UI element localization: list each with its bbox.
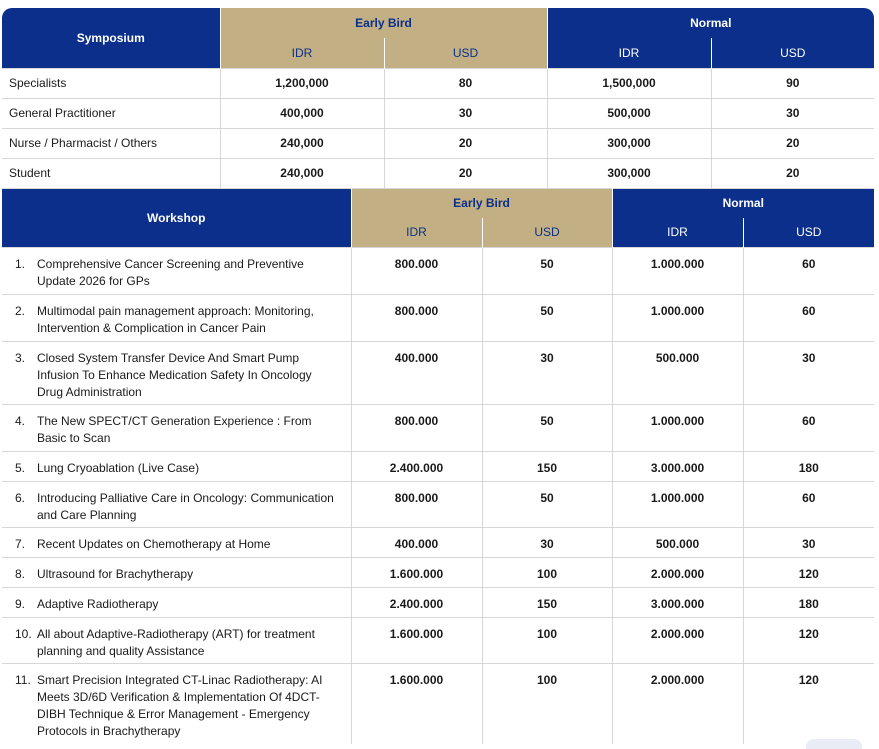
pricing-tables: [2, 8, 874, 744]
workshop-number: 5.: [15, 461, 26, 475]
symposium-row: [2, 158, 874, 188]
workshop-eb-idr-cell: 2.400.000: [351, 452, 482, 482]
symposium-eb-idr-header: IDR: [220, 38, 384, 68]
workshop-row: [2, 618, 874, 664]
workshop-eb-idr-cell: 800.000: [351, 248, 482, 295]
workshop-header: Workshop: [2, 189, 351, 248]
workshop-number: 10.: [15, 627, 32, 641]
workshop-normal-idr-cell: 1.000.000: [612, 482, 743, 528]
workshop-title: Smart Precision Integrated CT-Linac Radiotherapy: AI Meets 3D/6D Verification & Implementation Of 4DCT-DIBH Technique & Error Management - Emergency Protocols in Brachytherapy: [37, 673, 323, 738]
workshop-number: 7.: [15, 537, 26, 551]
symposium-normal-usd-cell: 20: [711, 158, 874, 188]
workshop-title: Multimodal pain management approach: Monitoring, Intervention & Complication in Cancer Pain: [37, 304, 314, 335]
workshop-title-cell: [2, 588, 351, 618]
workshop-title: Adaptive Radiotherapy: [37, 597, 159, 611]
workshop-title: Closed System Transfer Device And Smart Pump Infusion To Enhance Medication Safety In Oncology Drug Administration: [37, 351, 312, 399]
workshop-title: Comprehensive Cancer Screening and Preventive Update 2026 for GPs: [37, 257, 304, 288]
workshop-normal-usd-cell: 60: [743, 295, 874, 342]
workshop-eb-usd-header: USD: [482, 218, 612, 248]
workshop-eb-idr-cell: 1.600.000: [351, 558, 482, 588]
symposium-normal-idr-cell: 300,000: [547, 158, 711, 188]
workshop-eb-usd-cell: 100: [482, 618, 612, 664]
workshop-normal-idr-cell: 2.000.000: [612, 664, 743, 744]
workshop-normal-usd-cell: 60: [743, 482, 874, 528]
workshop-title-cell: [2, 528, 351, 558]
workshop-normal-usd-cell: 180: [743, 452, 874, 482]
symposium-eb-usd-cell: 20: [384, 128, 547, 158]
workshop-eb-usd-cell: 50: [482, 295, 612, 342]
workshop-row: [2, 342, 874, 405]
symposium-row: [2, 98, 874, 128]
workshop-normal-usd-header: USD: [743, 218, 874, 248]
symposium-early-bird-header: Early Bird: [220, 8, 547, 38]
workshop-eb-idr-cell: 400.000: [351, 342, 482, 405]
symposium-eb-usd-cell: 20: [384, 158, 547, 188]
workshop-normal-idr-cell: 3.000.000: [612, 588, 743, 618]
workshop-eb-usd-cell: 30: [482, 342, 612, 405]
workshop-eb-usd-cell: 50: [482, 248, 612, 295]
symposium-header: Symposium: [2, 8, 220, 68]
workshop-normal-idr-cell: 1.000.000: [612, 295, 743, 342]
workshop-title-cell: [2, 295, 351, 342]
workshop-eb-usd-cell: 30: [482, 528, 612, 558]
symposium-normal-usd-cell: 90: [711, 68, 874, 98]
symposium-eb-idr-cell: 240,000: [220, 128, 384, 158]
workshop-normal-usd-cell: 30: [743, 342, 874, 405]
workshop-eb-usd-cell: 150: [482, 588, 612, 618]
workshop-title: Ultrasound for Brachytherapy: [37, 567, 194, 581]
workshop-number: 6.: [15, 491, 26, 505]
workshop-table: [2, 188, 874, 744]
symposium-eb-idr-cell: 1,200,000: [220, 68, 384, 98]
workshop-normal-usd-cell: 120: [743, 558, 874, 588]
workshop-title-cell: [2, 664, 351, 744]
workshop-normal-idr-cell: 500.000: [612, 528, 743, 558]
workshop-title-cell: [2, 482, 351, 528]
workshop-eb-idr-header: IDR: [351, 218, 482, 248]
symposium-eb-idr-cell: 400,000: [220, 98, 384, 128]
workshop-normal-usd-cell: 60: [743, 405, 874, 452]
workshop-title-cell: [2, 558, 351, 588]
symposium-eb-idr-cell: 240,000: [220, 158, 384, 188]
workshop-early-bird-header: Early Bird: [351, 189, 612, 218]
workshop-number: 4.: [15, 414, 26, 428]
workshop-normal-header: Normal: [612, 189, 874, 218]
workshop-row: [2, 588, 874, 618]
symposium-normal-usd-cell: 20: [711, 128, 874, 158]
workshop-title: Lung Cryoablation (Live Case): [37, 461, 200, 475]
workshop-normal-idr-cell: 2.000.000: [612, 558, 743, 588]
workshop-title: All about Adaptive-Radiotherapy (ART) for treatment planning and quality Assistance: [37, 627, 315, 658]
symposium-normal-idr-cell: 1,500,000: [547, 68, 711, 98]
symposium-eb-usd-header: USD: [384, 38, 547, 68]
workshop-eb-usd-cell: 100: [482, 558, 612, 588]
workshop-row: [2, 558, 874, 588]
workshop-number: 9.: [15, 597, 26, 611]
workshop-normal-idr-cell: 1.000.000: [612, 405, 743, 452]
workshop-eb-idr-cell: 800.000: [351, 482, 482, 528]
workshop-title-cell: [2, 452, 351, 482]
symposium-eb-usd-cell: 80: [384, 68, 547, 98]
workshop-eb-usd-cell: 150: [482, 452, 612, 482]
symposium-category-cell: Nurse / Pharmacist / Others: [2, 128, 220, 158]
workshop-title: Introducing Palliative Care in Oncology: Communication and Care Planning: [37, 491, 334, 522]
workshop-number: 11.: [15, 673, 31, 687]
symposium-normal-idr-cell: 500,000: [547, 98, 711, 128]
workshop-row: [2, 248, 874, 295]
workshop-row: [2, 452, 874, 482]
workshop-row: [2, 482, 874, 528]
workshop-number: 1.: [15, 257, 26, 271]
workshop-normal-idr-header: IDR: [612, 218, 743, 248]
workshop-number: 2.: [15, 304, 26, 318]
symposium-table: [2, 8, 874, 188]
workshop-title-cell: [2, 405, 351, 452]
workshop-title-cell: [2, 342, 351, 405]
workshop-title-cell: [2, 618, 351, 664]
workshop-eb-idr-cell: 2.400.000: [351, 588, 482, 618]
workshop-row: [2, 405, 874, 452]
workshop-title: The New SPECT/CT Generation Experience : From Basic to Scan: [37, 414, 312, 445]
symposium-normal-header: Normal: [547, 8, 874, 38]
symposium-normal-usd-cell: 30: [711, 98, 874, 128]
workshop-number: 8.: [15, 567, 26, 581]
workshop-eb-idr-cell: 400.000: [351, 528, 482, 558]
workshop-title: Recent Updates on Chemotherapy at Home: [37, 537, 271, 551]
workshop-row: [2, 664, 874, 744]
workshop-eb-usd-cell: 50: [482, 405, 612, 452]
symposium-category-cell: Student: [2, 158, 220, 188]
workshop-row: [2, 528, 874, 558]
workshop-eb-idr-cell: 1.600.000: [351, 664, 482, 744]
symposium-normal-idr-header: IDR: [547, 38, 711, 68]
workshop-eb-idr-cell: 800.000: [351, 405, 482, 452]
workshop-normal-usd-cell: 60: [743, 248, 874, 295]
workshop-eb-usd-cell: 100: [482, 664, 612, 744]
symposium-normal-usd-header: USD: [711, 38, 874, 68]
symposium-category-cell: General Practitioner: [2, 98, 220, 128]
symposium-category-cell: Specialists: [2, 68, 220, 98]
workshop-normal-usd-cell: 120: [743, 664, 874, 744]
workshop-normal-idr-cell: 500.000: [612, 342, 743, 405]
workshop-row: [2, 295, 874, 342]
symposium-eb-usd-cell: 30: [384, 98, 547, 128]
scroll-corner: [806, 739, 862, 749]
workshop-title-cell: [2, 248, 351, 295]
workshop-eb-idr-cell: 800.000: [351, 295, 482, 342]
workshop-normal-usd-cell: 120: [743, 618, 874, 664]
symposium-row: [2, 68, 874, 98]
workshop-normal-idr-cell: 2.000.000: [612, 618, 743, 664]
workshop-normal-idr-cell: 3.000.000: [612, 452, 743, 482]
workshop-normal-idr-cell: 1.000.000: [612, 248, 743, 295]
symposium-normal-idr-cell: 300,000: [547, 128, 711, 158]
workshop-eb-idr-cell: 1.600.000: [351, 618, 482, 664]
workshop-normal-usd-cell: 30: [743, 528, 874, 558]
symposium-row: [2, 128, 874, 158]
workshop-normal-usd-cell: 180: [743, 588, 874, 618]
workshop-number: 3.: [15, 351, 26, 365]
workshop-eb-usd-cell: 50: [482, 482, 612, 528]
